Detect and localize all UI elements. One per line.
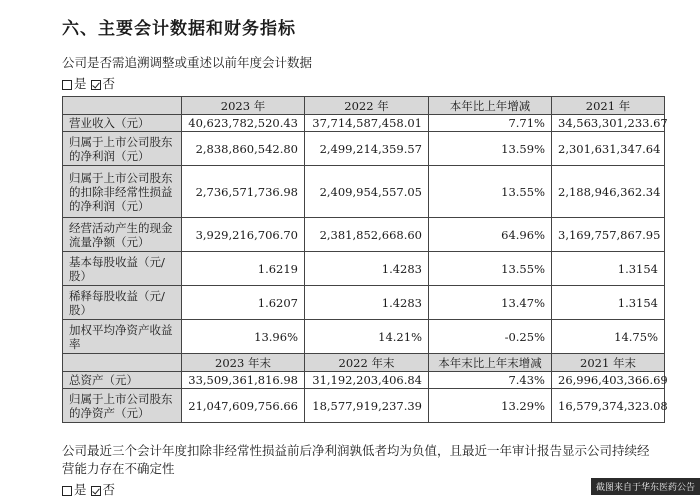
option-no-label: 否: [102, 76, 116, 91]
row-label: 加权平均净资产收益率: [63, 320, 182, 354]
cell-value: 21,047,609,756.66: [182, 389, 305, 423]
row-label: 经营活动产生的现金流量净额（元）: [63, 218, 182, 252]
retro-options: [62, 74, 115, 92]
cell-value: 33,509,361,816.98: [182, 372, 305, 389]
checkbox-yes-icon[interactable]: [62, 80, 72, 90]
going-concern-question: 公司最近三个会计年度扣除非经常性损益前后净利润孰低者均为负值，且最近一年审计报告显示公司持续经营能力存在不确定性: [62, 443, 650, 476]
header-cell: 2023 年末: [182, 354, 305, 372]
financial-data-table: [62, 96, 668, 423]
cell-value: 2,188,946,362.34: [552, 166, 665, 218]
row-label: 归属于上市公司股东的净利润（元）: [63, 132, 182, 166]
retro-question: 公司是否需追溯调整或重述以前年度会计数据: [62, 55, 313, 70]
checkbox-no-checked-icon[interactable]: [91, 486, 101, 496]
row-label: 稀释每股收益（元/股）: [63, 286, 182, 320]
header-cell: 2021 年末: [552, 354, 665, 372]
row-label: 基本每股收益（元/股）: [63, 252, 182, 286]
cell-value: 3,929,216,706.70: [182, 218, 305, 252]
cell-value: 2,499,214,359.57: [305, 132, 429, 166]
row-label: 归属于上市公司股东的扣除非经常性损益的净利润（元）: [63, 166, 182, 218]
table-row: [63, 286, 665, 320]
cell-value: 13.55%: [429, 252, 552, 286]
cell-value: 13.47%: [429, 286, 552, 320]
header-cell: [63, 97, 182, 115]
checkbox-no-checked-icon[interactable]: [91, 80, 101, 90]
row-label: 归属于上市公司股东的净资产（元）: [63, 389, 182, 423]
cell-value: 13.55%: [429, 166, 552, 218]
option-yes-label: 是: [74, 482, 87, 497]
cell-value: 7.71%: [429, 115, 552, 132]
cell-value: 1.6219: [182, 252, 305, 286]
cell-value: 1.4283: [305, 286, 429, 320]
table-header-row: [63, 97, 665, 115]
section-title: 六、主要会计数据和财务指标: [62, 19, 296, 39]
table-row: [63, 372, 665, 389]
cell-value: 26,996,403,366.69: [552, 372, 665, 389]
cell-value: 14.75%: [552, 320, 665, 354]
cell-value: 7.43%: [429, 372, 552, 389]
cell-value: 13.59%: [429, 132, 552, 166]
cell-value: 13.29%: [429, 389, 552, 423]
table-row: [63, 132, 665, 166]
cell-value: 2,736,571,736.98: [182, 166, 305, 218]
cell-value: -0.25%: [429, 320, 552, 354]
cell-value: 34,563,301,233.67: [552, 115, 665, 132]
header-cell: 2022 年末: [305, 354, 429, 372]
header-cell: 2023 年: [182, 97, 305, 115]
row-label: 总资产（元）: [63, 372, 182, 389]
cell-value: 14.21%: [305, 320, 429, 354]
table-row: [63, 252, 665, 286]
cell-value: 1.4283: [305, 252, 429, 286]
cell-value: 18,577,919,237.39: [305, 389, 429, 423]
cell-value: 16,579,374,323.08: [552, 389, 665, 423]
cell-value: 1.6207: [182, 286, 305, 320]
cell-value: 1.3154: [552, 252, 665, 286]
header-cell: 2022 年: [305, 97, 429, 115]
table-row: [63, 389, 665, 423]
table-row: [63, 115, 665, 132]
cell-value: 13.96%: [182, 320, 305, 354]
cell-value: 3,169,757,867.95: [552, 218, 665, 252]
option-no-label: 否: [102, 482, 116, 497]
cell-value: 40,623,782,520.43: [182, 115, 305, 132]
header-cell: 2021 年: [552, 97, 665, 115]
cell-value: 64.96%: [429, 218, 552, 252]
table-row: [63, 320, 665, 354]
going-concern-options: [62, 480, 115, 498]
table-subheader-row: [63, 354, 665, 372]
checkbox-yes-icon[interactable]: [62, 486, 72, 496]
source-watermark: 截图来自于华东医药公告: [591, 478, 700, 495]
row-label: 营业收入（元）: [63, 115, 182, 132]
table-row: [63, 218, 665, 252]
header-cell: 本年末比上年末增减: [429, 354, 552, 372]
table-row: [63, 166, 665, 218]
cell-value: 31,192,203,406.84: [305, 372, 429, 389]
cell-value: 2,409,954,557.05: [305, 166, 429, 218]
cell-value: 37,714,587,458.01: [305, 115, 429, 132]
cell-value: 2,838,860,542.80: [182, 132, 305, 166]
cell-value: 2,301,631,347.64: [552, 132, 665, 166]
option-yes-label: 是: [74, 76, 87, 91]
header-cell: 本年比上年增减: [429, 97, 552, 115]
header-cell: [63, 354, 182, 372]
cell-value: 1.3154: [552, 286, 665, 320]
cell-value: 2,381,852,668.60: [305, 218, 429, 252]
